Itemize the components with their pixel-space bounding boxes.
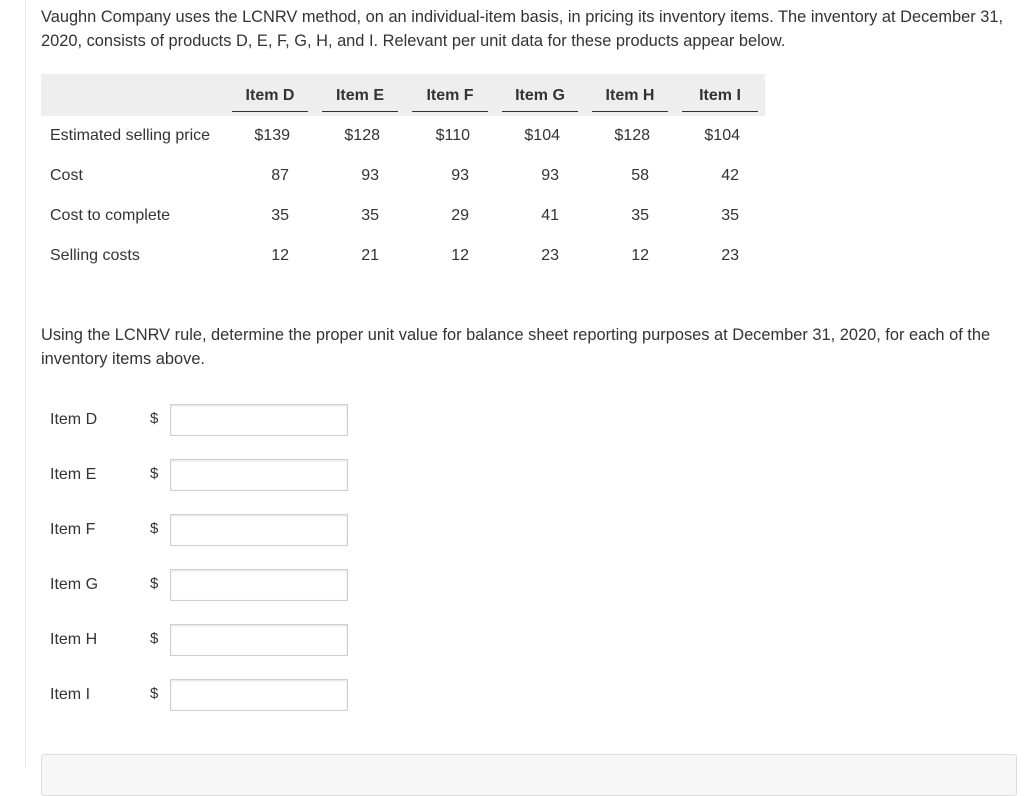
answer-row-item-d bbox=[41, 404, 441, 438]
column-header-label: Item H bbox=[592, 87, 668, 112]
row-label: Cost bbox=[50, 167, 83, 184]
table-cell: 35 bbox=[721, 207, 739, 224]
answer-row-item-e bbox=[41, 459, 441, 493]
table-cell: 23 bbox=[541, 247, 559, 264]
column-header-label: Item I bbox=[682, 87, 758, 112]
problem-statement: Vaughn Company uses the LCNRV method, on an individual-item basis, in pricing its inventory items. The inventory at December 31, 2020, consists of products D, E, F, G, H, and I. Relevant per unit data for these products appear below. bbox=[41, 8, 1004, 50]
column-header-label: Item E bbox=[322, 87, 398, 112]
table-cell: 12 bbox=[271, 247, 289, 264]
answer-label: Item F bbox=[50, 521, 96, 538]
item-f-value-input[interactable] bbox=[170, 514, 348, 546]
table-header-blank bbox=[41, 74, 225, 116]
table-cell: $128 bbox=[344, 127, 380, 144]
row-label: Estimated selling price bbox=[50, 127, 211, 144]
table-cell: $139 bbox=[254, 127, 290, 144]
row-label: Selling costs bbox=[50, 247, 140, 264]
dollar-sign: $ bbox=[150, 575, 159, 592]
column-header bbox=[315, 74, 405, 116]
column-header-label: Item F bbox=[412, 87, 488, 112]
column-header bbox=[495, 74, 585, 116]
table-cell: 42 bbox=[721, 167, 739, 184]
column-header bbox=[405, 74, 495, 116]
item-g-value-input[interactable] bbox=[170, 569, 348, 601]
table-cell: 35 bbox=[631, 207, 649, 224]
table-cell: 21 bbox=[361, 247, 379, 264]
table-cell: 23 bbox=[721, 247, 739, 264]
column-header-label: Item D bbox=[232, 87, 308, 112]
answer-label: Item H bbox=[50, 631, 98, 648]
question-prompt: Using the LCNRV rule, determine the proper unit value for balance sheet reporting purposes at December 31, 2020, for each of the inventory items above. bbox=[41, 326, 991, 368]
table-cell: 41 bbox=[541, 207, 559, 224]
bottom-panel bbox=[41, 754, 1017, 796]
table-cell: 87 bbox=[271, 167, 289, 184]
answer-label: Item E bbox=[50, 466, 97, 483]
column-header bbox=[675, 74, 765, 116]
answer-row-item-f bbox=[41, 514, 441, 548]
item-i-value-input[interactable] bbox=[170, 679, 348, 711]
table-row bbox=[41, 156, 765, 196]
left-border-line bbox=[25, 0, 26, 768]
column-header bbox=[225, 74, 315, 116]
answer-row-item-i bbox=[41, 679, 441, 713]
inventory-data-table bbox=[41, 74, 765, 276]
table-cell: 35 bbox=[361, 207, 379, 224]
column-header bbox=[585, 74, 675, 116]
table-cell: 12 bbox=[451, 247, 469, 264]
table-header-row bbox=[41, 74, 765, 116]
dollar-sign: $ bbox=[150, 630, 159, 647]
row-label: Cost to complete bbox=[50, 207, 171, 224]
table-cell: 93 bbox=[451, 167, 469, 184]
item-d-value-input[interactable] bbox=[170, 404, 348, 436]
dollar-sign: $ bbox=[150, 465, 159, 482]
answer-label: Item D bbox=[50, 411, 98, 428]
item-e-value-input[interactable] bbox=[170, 459, 348, 491]
table-cell: 29 bbox=[451, 207, 469, 224]
table-cell: 12 bbox=[631, 247, 649, 264]
table-cell: 93 bbox=[541, 167, 559, 184]
dollar-sign: $ bbox=[150, 410, 159, 427]
table-row bbox=[41, 196, 765, 236]
answer-label: Item G bbox=[50, 576, 99, 593]
column-header-label: Item G bbox=[502, 87, 578, 112]
table-cell: $128 bbox=[614, 127, 650, 144]
answer-label: Item I bbox=[50, 686, 91, 703]
table-cell: $104 bbox=[704, 127, 740, 144]
table-row bbox=[41, 236, 765, 276]
table-cell: 93 bbox=[361, 167, 379, 184]
table-cell: 35 bbox=[271, 207, 289, 224]
dollar-sign: $ bbox=[150, 520, 159, 537]
table-cell: $110 bbox=[435, 127, 470, 144]
answer-row-item-g bbox=[41, 569, 441, 603]
answer-row-item-h bbox=[41, 624, 441, 658]
table-row bbox=[41, 116, 765, 156]
table-cell: $104 bbox=[524, 127, 560, 144]
item-h-value-input[interactable] bbox=[170, 624, 348, 656]
table-cell: 58 bbox=[631, 167, 649, 184]
dollar-sign: $ bbox=[150, 685, 159, 702]
